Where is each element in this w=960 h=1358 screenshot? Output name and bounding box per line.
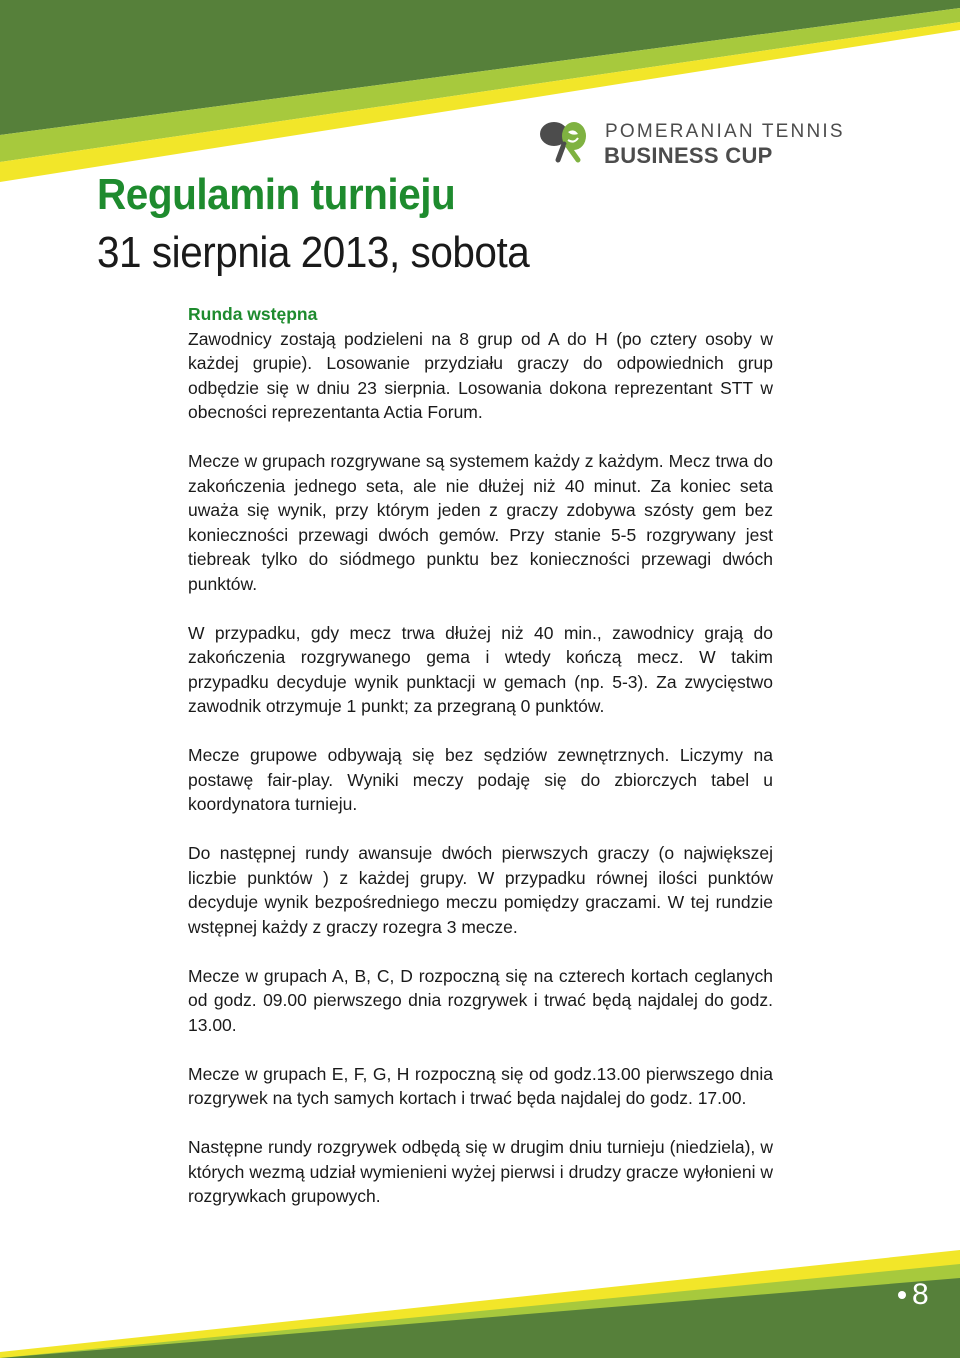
- tennis-racket-logo-icon: [538, 118, 602, 170]
- document-subtitle: 31 sierpnia 2013, sobota: [97, 228, 530, 277]
- bullet-dot-icon: [898, 1291, 906, 1299]
- brand-line-2: BUSINESS CUP: [604, 143, 773, 168]
- paragraph: Mecze w grupach E, F, G, H rozpoczną się od godz.13.00 pierwszego dnia rozgrywek na tych samych kortach i trwać będa najdalej do godz. 17.00.: [188, 1063, 773, 1108]
- footer-stripes: [0, 1240, 960, 1358]
- paragraph: Mecze w grupach rozgrywane są systemem każdy z każdym. Mecz trwa do zakończenia jednego seta, ale nie dłużej niż 40 minut. Za koniec seta uważa się wynik, przy którym jeden z graczy zdobywa szósty gem bez konieczności przewagi dwóch gemów. Przy stanie 5-5 rozgrywany jest tiebreak tylko do siódmego punktu bez konieczności przewagi dwóch punktów.: [188, 451, 773, 594]
- page-number: [898, 1278, 929, 1312]
- document-title: Regulamin turnieju: [97, 170, 456, 219]
- brand-line-1: POMERANIAN TENNIS: [605, 121, 845, 142]
- section-heading: Runda wstępna: [188, 304, 318, 324]
- paragraph: Następne rundy rozgrywek odbędą się w drugim dniu turnieju (niedziela), w których wezmą udział wymienieni wyżej pierwsi i drudzy gracze wyłonieni w rozgrywkach grupowych.: [188, 1137, 773, 1206]
- paragraph: Mecze w grupach A, B, C, D rozpoczną się na czterech kortach ceglanych od godz. 09.00 pierwszego dnia rozgrywek i trwać będą najdalej do godz. 13.00.: [188, 965, 773, 1035]
- paragraph: W przypadku, gdy mecz trwa dłużej niż 40 min., zawodnicy grają do zakończenia rozgrywanego gema i wtedy kończą mecz. W takim przypadku decyduje wynik punktacji w gemach (np. 5-3). Za zwycięstwo zawodnik otrzymuje 1 punkt; za przegraną 0 punktów.: [188, 622, 773, 716]
- paragraph: Do następnej rundy awansuje dwóch pierwszych graczy (o największej liczbie punktów ) z każdej grupy. W przypadku równej ilości punktów decyduje wynik bezpośredniego meczu pomiędzy graczami. W tej rundzie wstępnej każdy z graczy rozegra 3 mecze.: [188, 843, 773, 937]
- paragraph: Zawodnicy zostają podzieleni na 8 grup od A do H (po cztery osoby w każdej grupie). Losowanie przydziału graczy do odpowiednich grup odbędzie się w dniu 23 sierpnia. Losowania dokona reprezentant STT w obecności reprezentanta Actia Forum.: [188, 328, 773, 422]
- paragraph: Mecze grupowe odbywają się bez sędziów zewnętrznych. Liczymy na postawę fair-play. Wyniki meczy podaję się do zbiorczych tabel u koordynatora turnieju.: [188, 745, 773, 814]
- page-number-text: 8: [912, 1278, 929, 1311]
- document-body: [188, 302, 773, 1233]
